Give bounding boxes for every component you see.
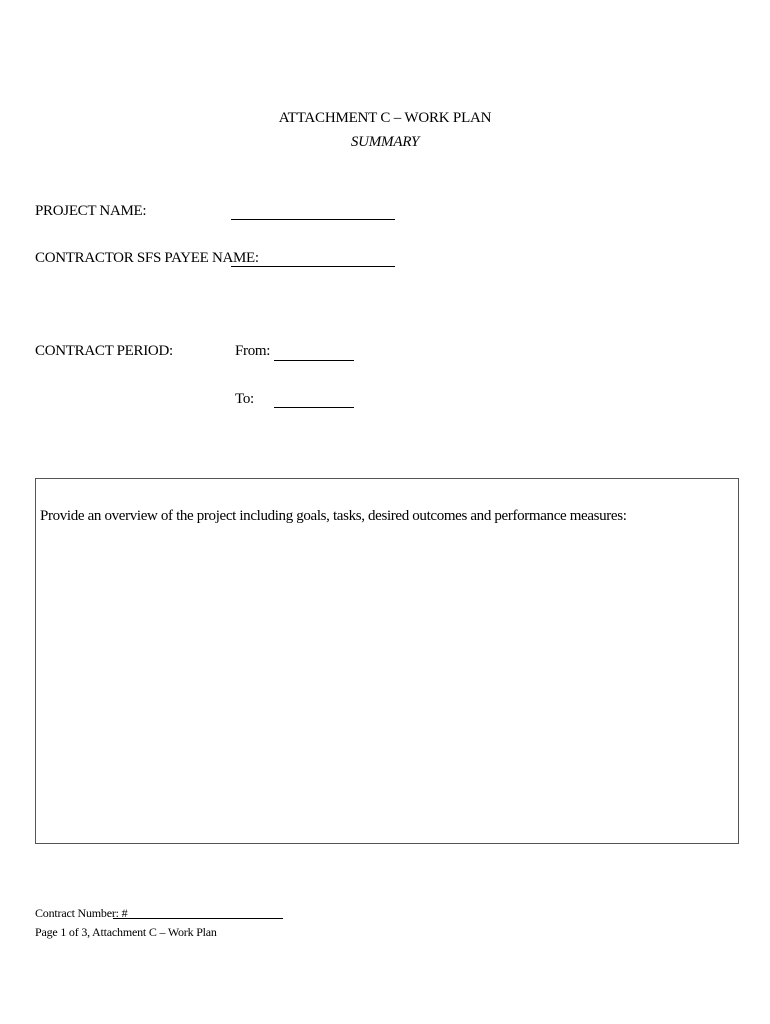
document-subtitle: SUMMARY	[350, 134, 420, 150]
page-info: Page 1 of 3, Attachment C – Work Plan	[35, 925, 217, 939]
contract-number-field[interactable]	[113, 918, 283, 919]
document-title: ATTACHMENT C – WORK PLAN	[278, 110, 492, 126]
project-name-label: PROJECT NAME:	[35, 203, 147, 219]
to-label: To:	[235, 391, 254, 407]
project-name-field[interactable]	[231, 219, 395, 220]
payee-name-label: CONTRACTOR SFS PAYEE NAME:	[35, 250, 259, 266]
payee-name-field[interactable]	[231, 266, 395, 267]
contract-number-label: Contract Number: #	[35, 906, 128, 920]
to-date-field[interactable]	[274, 407, 354, 408]
overview-box[interactable]	[35, 478, 739, 844]
from-date-field[interactable]	[274, 360, 354, 361]
overview-prompt: Provide an overview of the project including goals, tasks, desired outcomes and performance measures:	[40, 508, 627, 524]
from-label: From:	[235, 343, 271, 359]
contract-period-label: CONTRACT PERIOD:	[35, 343, 173, 359]
